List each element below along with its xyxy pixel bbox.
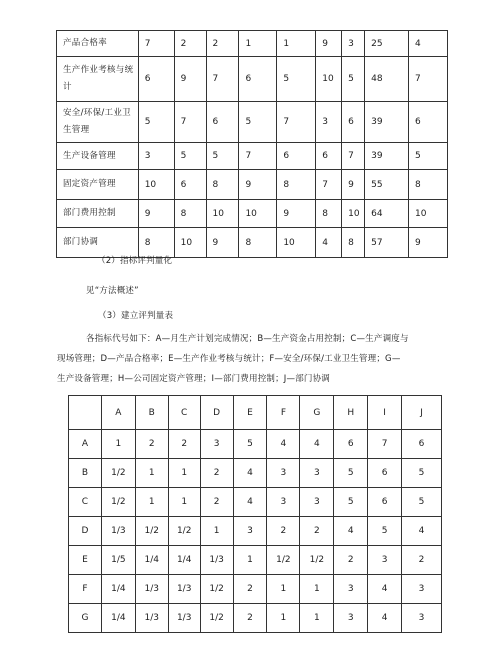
table-cell: 10 <box>138 170 174 200</box>
matrix-cell: 1/2 <box>300 546 334 575</box>
matrix-cell: 4 <box>402 517 442 546</box>
table-cell: 9 <box>206 228 239 258</box>
matrix-cell: 4 <box>334 517 368 546</box>
table-cell: 3 <box>342 31 365 57</box>
table-cell: 39 <box>365 143 409 170</box>
matrix-cell: 1/2 <box>135 517 168 546</box>
matrix-cell: 2 <box>200 459 233 488</box>
table-cell: 9 <box>277 200 316 228</box>
table-cell: 6 <box>409 102 448 143</box>
matrix-cell: 2 <box>334 546 368 575</box>
table-cell: 10 <box>409 200 448 228</box>
matrix-row <box>69 604 442 633</box>
table-cell: 9 <box>409 228 448 258</box>
matrix-row <box>69 459 442 488</box>
matrix-header-cell: C <box>168 396 200 430</box>
matrix-row <box>69 430 442 459</box>
table-cell: 8 <box>206 170 239 200</box>
matrix-cell: 1/3 <box>135 604 168 633</box>
matrix-cell: 6 <box>334 430 368 459</box>
table-cell: 57 <box>365 228 409 258</box>
table-cell: 8 <box>174 200 206 228</box>
table-cell: 5 <box>206 143 239 170</box>
matrix-cell: 3 <box>267 459 300 488</box>
matrix-cell: 1/2 <box>101 459 135 488</box>
table-row <box>57 228 448 258</box>
table-cell: 3 <box>316 102 342 143</box>
table-cell: 10 <box>316 57 342 102</box>
row-label: 产品合格率 <box>57 31 139 57</box>
matrix-cell: 2 <box>233 604 267 633</box>
matrix-cell: 2 <box>267 517 300 546</box>
matrix-cell: 4 <box>368 575 402 604</box>
paragraph-line-1: 各指标代号如下：A—月生产计划完成情况；B—生产资金占用控制；C—生产调度与 <box>86 334 409 344</box>
matrix-cell: 1/3 <box>200 546 233 575</box>
matrix-cell: 3 <box>267 488 300 517</box>
table-cell: 6 <box>206 102 239 143</box>
table-cell: 2 <box>174 31 206 57</box>
table-cell: 6 <box>174 170 206 200</box>
table-cell: 7 <box>206 57 239 102</box>
matrix-row-label: B <box>69 459 102 488</box>
matrix-row-label: A <box>69 430 102 459</box>
table-cell: 7 <box>239 143 277 170</box>
matrix-cell: 1 <box>168 488 200 517</box>
table-cell: 39 <box>365 102 409 143</box>
table-cell: 10 <box>174 228 206 258</box>
matrix-cell: 5 <box>402 488 442 517</box>
matrix-cell: 1 <box>101 430 135 459</box>
table-cell: 1 <box>239 31 277 57</box>
row-label: 生产作业考核与统计 <box>57 57 139 102</box>
matrix-header-row <box>69 396 442 430</box>
matrix-cell: 5 <box>334 488 368 517</box>
matrix-cell: 3 <box>402 604 442 633</box>
reference-note: 见“方法概述” <box>86 286 139 296</box>
matrix-cell: 4 <box>368 604 402 633</box>
table-row <box>57 200 448 228</box>
table-cell: 5 <box>138 102 174 143</box>
paragraph-line-2: 现场管理；D—产品合格率；E—生产作业考核与统计；F—安全/环保/工业卫生管理；G— <box>57 354 401 364</box>
table-row <box>57 143 448 170</box>
table-cell: 9 <box>239 170 277 200</box>
table-row <box>57 31 448 57</box>
matrix-cell: 5 <box>233 430 267 459</box>
table-cell: 7 <box>138 31 174 57</box>
matrix-cell: 1 <box>168 459 200 488</box>
matrix-cell: 3 <box>368 546 402 575</box>
table-cell: 9 <box>174 57 206 102</box>
table-cell: 2 <box>206 31 239 57</box>
table-cell: 10 <box>239 200 277 228</box>
matrix-cell: 1/3 <box>168 604 200 633</box>
matrix-cell: 7 <box>368 430 402 459</box>
table-cell: 5 <box>239 102 277 143</box>
score-table <box>56 30 448 258</box>
matrix-cell: 6 <box>402 430 442 459</box>
matrix-header-cell: B <box>135 396 168 430</box>
table-cell: 7 <box>316 170 342 200</box>
table-cell: 5 <box>277 57 316 102</box>
row-label: 生产设备管理 <box>57 143 139 170</box>
matrix-cell: 1 <box>233 546 267 575</box>
matrix-cell: 2 <box>135 430 168 459</box>
matrix-row-label: F <box>69 575 102 604</box>
matrix-row <box>69 575 442 604</box>
heading-3: （3）建立评判量表 <box>98 311 174 321</box>
table-cell: 8 <box>316 200 342 228</box>
judgement-matrix <box>68 395 442 633</box>
table-cell: 64 <box>365 200 409 228</box>
matrix-cell: 1/2 <box>267 546 300 575</box>
matrix-cell: 1 <box>300 604 334 633</box>
matrix-cell: 1 <box>267 575 300 604</box>
matrix-row-label: G <box>69 604 102 633</box>
matrix-header-cell: D <box>200 396 233 430</box>
matrix-cell: 1/4 <box>101 575 135 604</box>
matrix-cell: 4 <box>233 459 267 488</box>
matrix-header-cell: A <box>101 396 135 430</box>
matrix-cell: 2 <box>233 575 267 604</box>
matrix-cell: 3 <box>200 430 233 459</box>
table-row <box>57 57 448 102</box>
table-cell: 48 <box>365 57 409 102</box>
table-cell: 9 <box>138 200 174 228</box>
table-cell: 1 <box>277 31 316 57</box>
table-cell: 10 <box>342 200 365 228</box>
table-cell: 9 <box>342 170 365 200</box>
table-row <box>57 170 448 200</box>
matrix-cell: 1/3 <box>101 517 135 546</box>
table-cell: 8 <box>239 228 277 258</box>
matrix-cell: 3 <box>402 575 442 604</box>
matrix-row-label: C <box>69 488 102 517</box>
matrix-cell: 1/2 <box>200 575 233 604</box>
matrix-cell: 1/4 <box>135 546 168 575</box>
matrix-row <box>69 546 442 575</box>
matrix-header-cell: G <box>300 396 334 430</box>
row-label: 部门费用控制 <box>57 200 139 228</box>
matrix-cell: 1/2 <box>101 488 135 517</box>
matrix-cell: 2 <box>300 517 334 546</box>
matrix-header-cell: H <box>334 396 368 430</box>
matrix-cell: 2 <box>168 430 200 459</box>
matrix-header-cell: J <box>402 396 442 430</box>
table-cell: 8 <box>138 228 174 258</box>
heading-2: （2）指标评判量化 <box>97 256 173 266</box>
table-cell: 25 <box>365 31 409 57</box>
matrix-row-label: E <box>69 546 102 575</box>
table-cell: 55 <box>365 170 409 200</box>
matrix-cell: 1/2 <box>200 604 233 633</box>
paragraph-line-3: 生产设备管理；H—公司固定资产管理；I—部门费用控制；J—部门协调 <box>57 374 331 384</box>
table-cell: 8 <box>409 170 448 200</box>
matrix-cell: 1 <box>300 575 334 604</box>
matrix-cell: 1/3 <box>168 575 200 604</box>
table-cell: 6 <box>316 143 342 170</box>
matrix-cell: 1/4 <box>168 546 200 575</box>
table-cell: 6 <box>239 57 277 102</box>
table-row <box>57 102 448 143</box>
matrix-cell: 1 <box>267 604 300 633</box>
table-cell: 7 <box>174 102 206 143</box>
matrix-header-cell: F <box>267 396 300 430</box>
matrix-cell: 1 <box>200 517 233 546</box>
matrix-cell: 1 <box>135 488 168 517</box>
row-label: 部门协调 <box>57 228 139 258</box>
matrix-cell: 4 <box>267 430 300 459</box>
matrix-cell: 1/4 <box>101 604 135 633</box>
table-cell: 4 <box>316 228 342 258</box>
matrix-row-label: D <box>69 517 102 546</box>
matrix-cell: 3 <box>334 604 368 633</box>
table-cell: 7 <box>277 102 316 143</box>
table-cell: 9 <box>316 31 342 57</box>
matrix-cell: 5 <box>402 459 442 488</box>
matrix-header-cell: E <box>233 396 267 430</box>
matrix-cell: 3 <box>300 488 334 517</box>
table-cell: 7 <box>342 143 365 170</box>
table-cell: 4 <box>409 31 448 57</box>
matrix-header-cell: I <box>368 396 402 430</box>
table-cell: 6 <box>277 143 316 170</box>
matrix-cell: 2 <box>200 488 233 517</box>
matrix-row <box>69 488 442 517</box>
matrix-cell: 3 <box>334 575 368 604</box>
matrix-cell: 4 <box>300 430 334 459</box>
matrix-cell: 5 <box>334 459 368 488</box>
table-cell: 5 <box>342 57 365 102</box>
table-cell: 10 <box>206 200 239 228</box>
matrix-cell: 3 <box>233 517 267 546</box>
matrix-row <box>69 517 442 546</box>
row-label: 安全/环保/工业卫生管理 <box>57 102 139 143</box>
matrix-cell: 2 <box>402 546 442 575</box>
matrix-cell: 6 <box>368 459 402 488</box>
table-cell: 7 <box>409 57 448 102</box>
table-cell: 10 <box>277 228 316 258</box>
matrix-header-cell <box>69 396 102 430</box>
table-cell: 5 <box>409 143 448 170</box>
matrix-cell: 6 <box>368 488 402 517</box>
matrix-cell: 1/3 <box>135 575 168 604</box>
row-label: 固定资产管理 <box>57 170 139 200</box>
matrix-cell: 1 <box>135 459 168 488</box>
matrix-cell: 1/5 <box>101 546 135 575</box>
matrix-cell: 5 <box>368 517 402 546</box>
table-cell: 5 <box>174 143 206 170</box>
matrix-cell: 3 <box>300 459 334 488</box>
table-cell: 8 <box>342 228 365 258</box>
table-cell: 3 <box>138 143 174 170</box>
table-cell: 8 <box>277 170 316 200</box>
matrix-cell: 4 <box>233 488 267 517</box>
table-cell: 6 <box>342 102 365 143</box>
table-cell: 6 <box>138 57 174 102</box>
matrix-cell: 1/2 <box>168 517 200 546</box>
